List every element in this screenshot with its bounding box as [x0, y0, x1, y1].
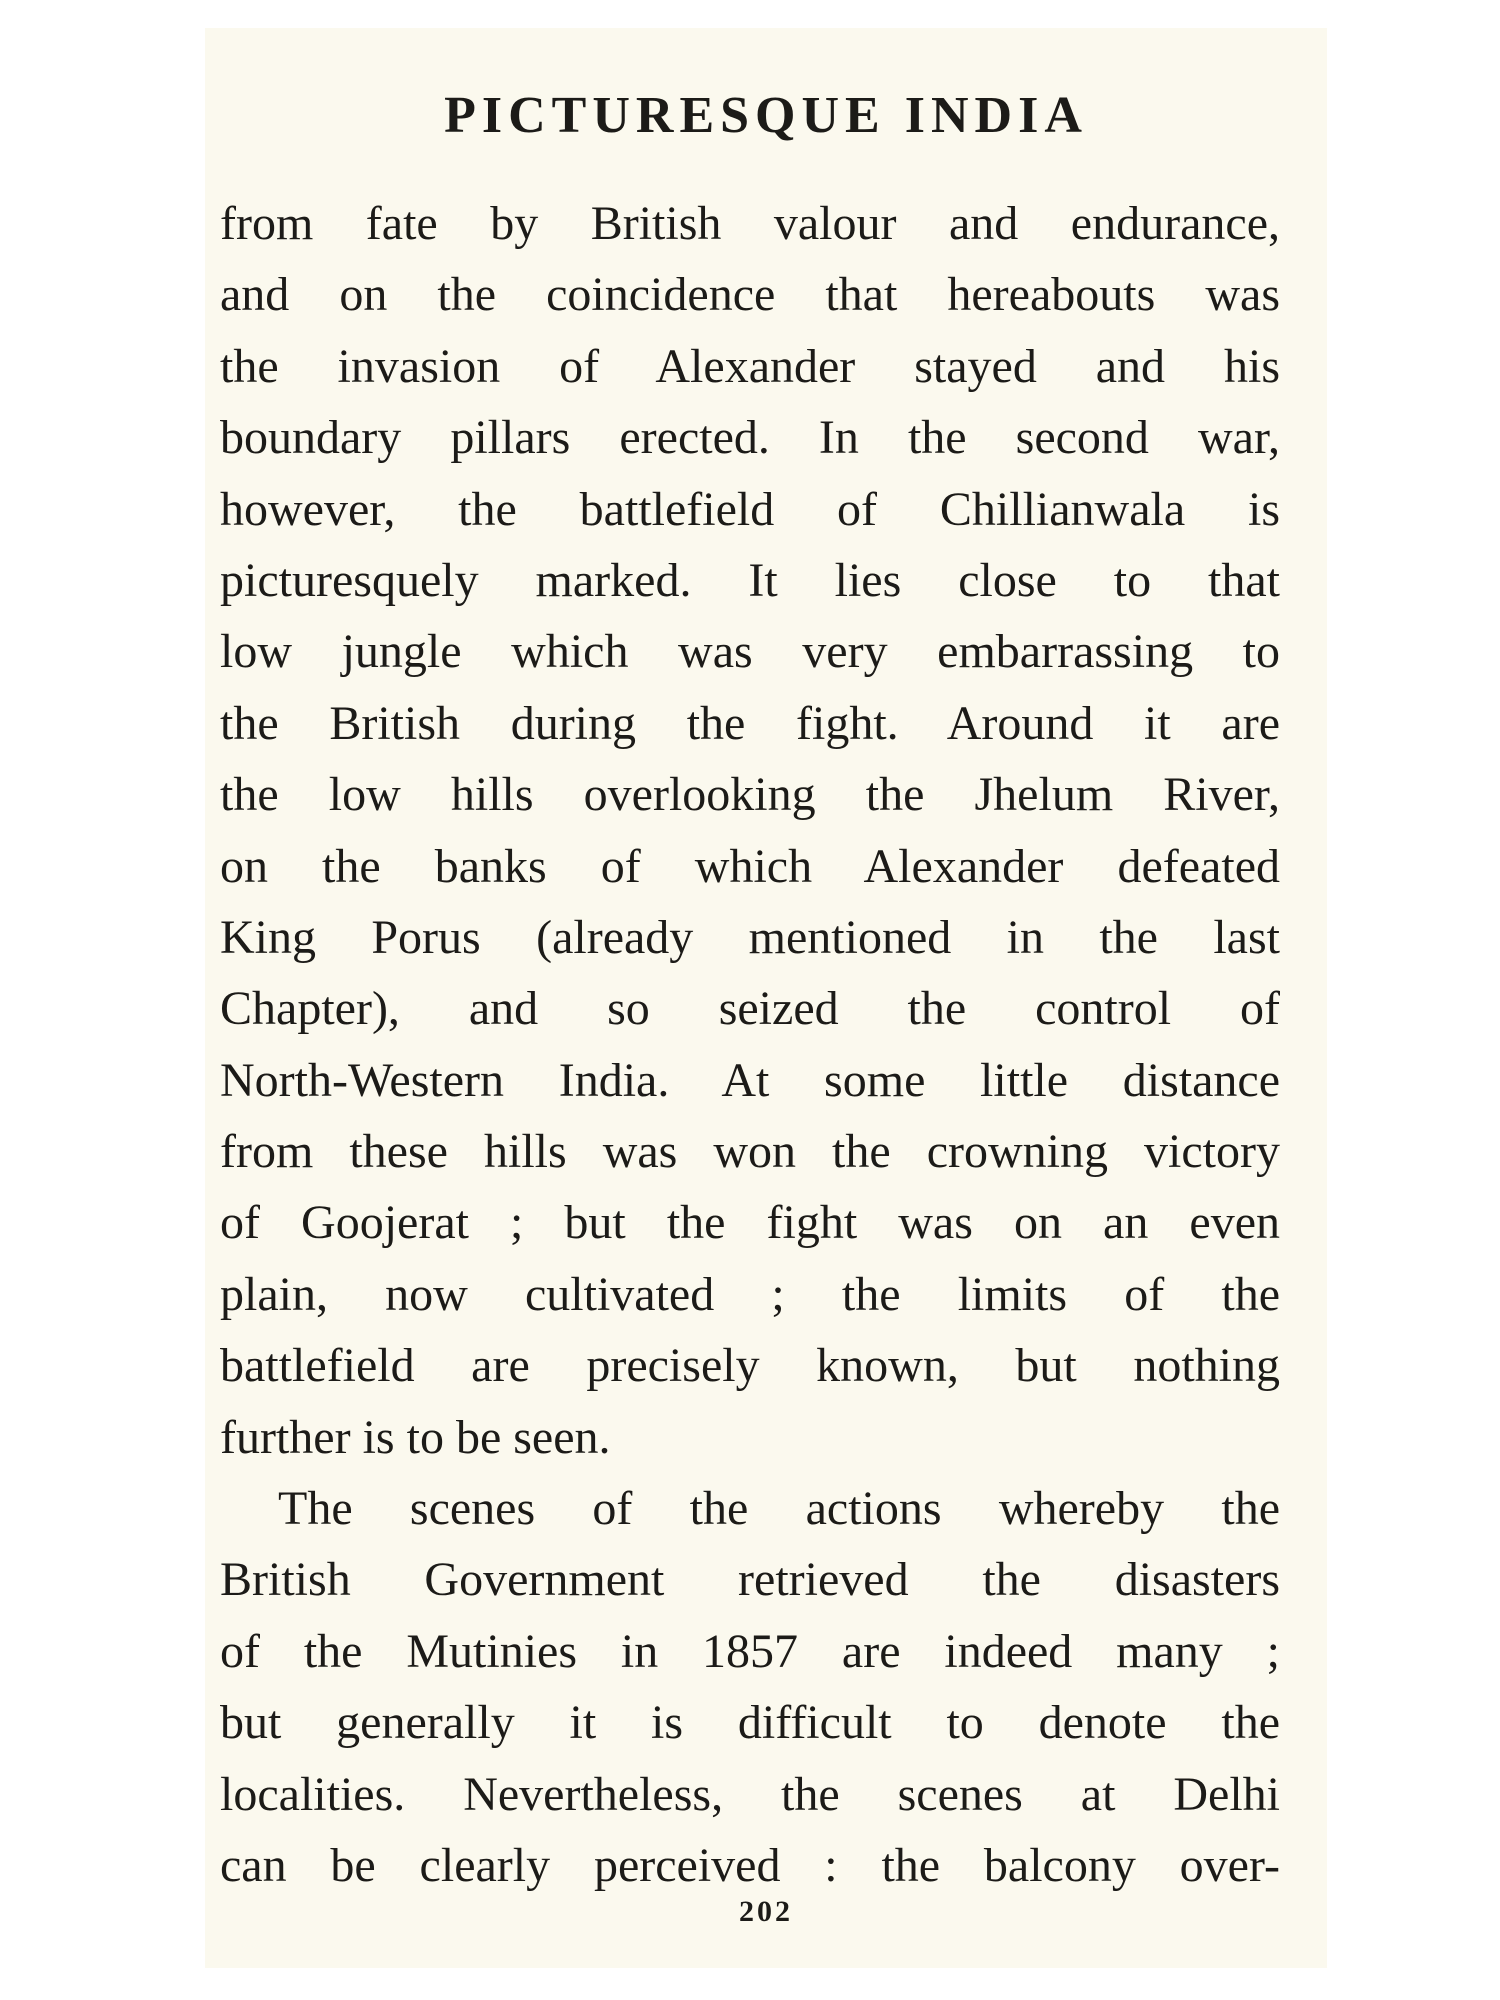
text-line: the British during the fight. Around it are — [220, 696, 1280, 750]
text-line: from fate by British valour and endurance, — [220, 197, 1280, 250]
text-line: the low hills overlooking the Jhelum River, — [220, 768, 1280, 822]
book-page — [205, 28, 1327, 1968]
text-line: British Government retrieved the disasters — [220, 1553, 1280, 1607]
text-line: North-Western India. At some little distance — [220, 1053, 1280, 1107]
body-text — [220, 188, 1280, 1901]
running-head: PICTURESQUE INDIA — [444, 87, 1088, 144]
text-line: localities. Nevertheless, the scenes at Delhi — [220, 1767, 1280, 1821]
text-line: from these hills was won the crowning victory — [220, 1125, 1280, 1179]
text-line: Chapter), and so seized the control of — [220, 982, 1280, 1036]
text-line: on the banks of which Alexander defeated — [220, 839, 1280, 893]
text-line: picturesquely marked. It lies close to that — [220, 553, 1280, 607]
text-line: King Porus (already mentioned in the last — [220, 910, 1280, 964]
text-line: however, the battlefield of Chillianwala is — [220, 482, 1280, 536]
page-number: 202 — [739, 1895, 793, 1928]
text-line: battlefield are precisely known, but nothing — [220, 1339, 1280, 1393]
text-line: but generally it is difficult to denote the — [220, 1696, 1280, 1750]
text-line: further is to be seen. — [220, 1410, 611, 1464]
text-line: of the Mutinies in 1857 are indeed many ; — [220, 1624, 1280, 1678]
paragraph-first-line: The scenes of the actions whereby the — [278, 1482, 1280, 1536]
text-line: boundary pillars erected. In the second war, — [220, 411, 1280, 465]
text-line: and on the coincidence that hereabouts was — [220, 268, 1280, 322]
text-line: the invasion of Alexander stayed and his — [220, 339, 1280, 393]
text-line: low jungle which was very embarrassing to — [220, 625, 1280, 679]
text-line: of Goojerat ; but the fight was on an even — [220, 1196, 1280, 1250]
text-line: can be clearly perceived : the balcony over- — [220, 1838, 1280, 1892]
text-line: plain, now cultivated ; the limits of the — [220, 1267, 1280, 1321]
